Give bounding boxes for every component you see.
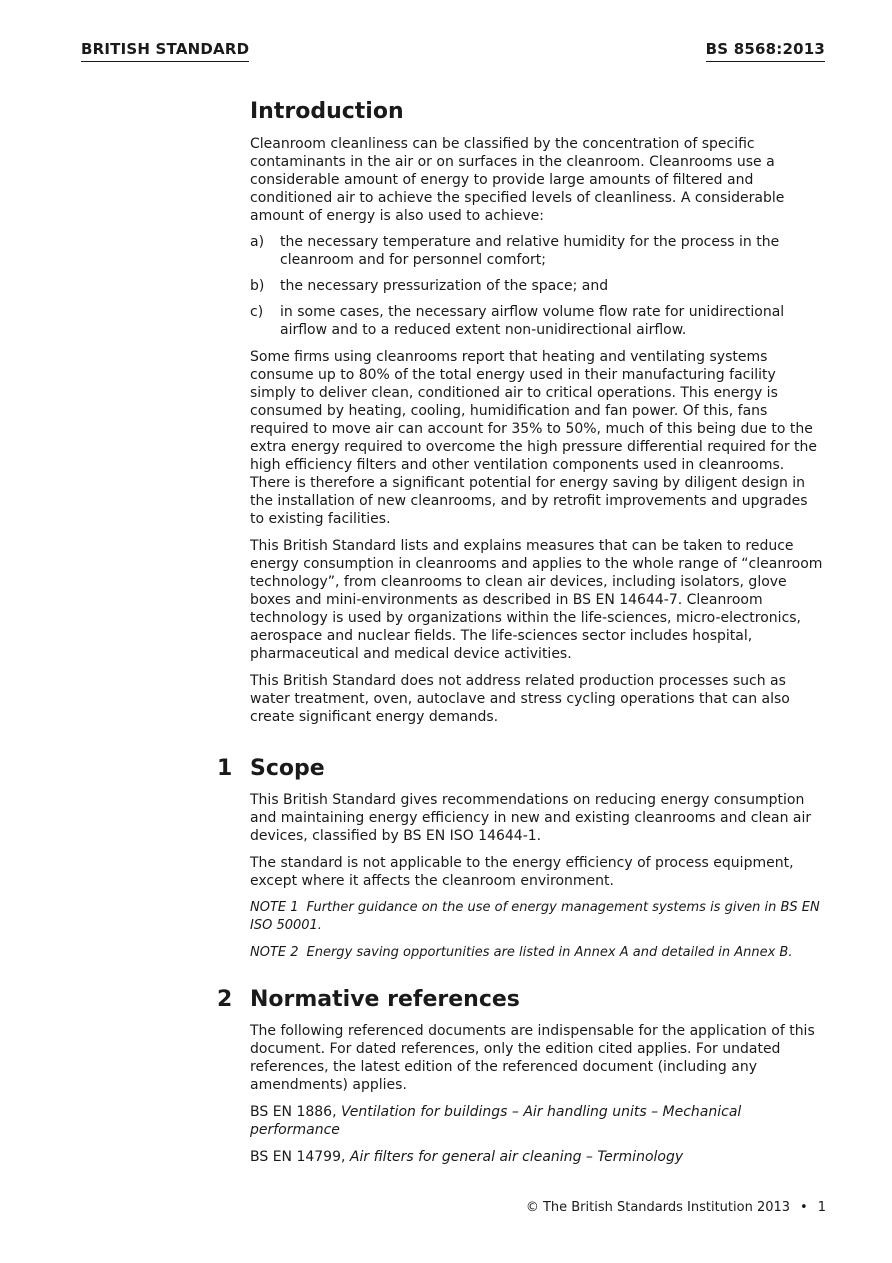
introduction-section [250,98,825,726]
normative-references-section [217,986,825,1166]
scope-paragraph-1: This British Standard gives recommendations on reducing energy consumption and maintaining energy efficiency in new and existing cleanrooms and clean air devices, classified by BS EN ISO 14644-1. [250,792,812,844]
reference-item [250,1148,825,1166]
reference-code: BS EN 14799, [250,1149,346,1165]
list-item [250,233,825,269]
copyright-text: © The British Standards Institution 2013 [525,1200,791,1215]
normative-paragraph: The following referenced documents are indispensable for the application of this document. For dated references, only the edition cited applies. For undated references, the latest edition of the referenced document (including any amendments) applies. [250,1023,815,1093]
intro-paragraph-4: This British Standard does not address related production processes such as water treatment, oven, autoclave and stress cycling operations that can also create significant energy demands. [250,673,790,725]
list-item-label: a) [250,234,265,250]
running-header-right: BS 8568:2013 [706,40,825,62]
scope-paragraph-2: The standard is not applicable to the energy efficiency of process equipment, except where it affects the cleanroom environment. [250,855,794,889]
reference-item [250,1103,825,1139]
intro-list [250,233,825,339]
section-number: 1 [217,756,233,781]
running-header-left: BRITISH STANDARD [81,40,249,62]
list-item-text: the necessary temperature and relative humidity for the process in the cleanroom and for personnel comfort; [280,234,780,268]
reference-title: Ventilation for buildings – Air handling units – Mechanical performance [250,1104,742,1138]
note-label: NOTE 2 [250,945,299,960]
normative-references-heading: Normative references [250,987,520,1012]
list-item [250,277,825,295]
intro-paragraph-2: Some firms using cleanrooms report that heating and ventilating systems consume up to 80% of the total energy used in their manufacturing facility simply to deliver clean, conditioned air to critical operations. This energy is consumed by heating, cooling, humidification and fan power. Of this, fans required to move air can account for 35% to 50%, much of this being due to the extra energy required to overcome the high pressure differential required for the high efficiency filters and other ventilation components used in cleanrooms. There is therefore a significant potential for energy saving by diligent design in the installation of new cleanrooms, and by retrofit improvements and upgrades to existing facilities. [250,349,818,527]
intro-paragraph-3: This British Standard lists and explains measures that can be taken to reduce energy consumption in cleanrooms and applies to the whole range of “cleanroom technology”, from cleanrooms to clean air devices, including isolators, glove boxes and mini-environments as described in BS EN 14644-7. Cleanroom technology is used by organizations within the life-sciences, micro-electronics, aerospace and nuclear fields. The life-sciences sector includes hospital, pharmaceutical and medical device activities. [250,538,823,662]
list-item-text: in some cases, the necessary airflow volume flow rate for unidirectional airflow and to a reduced extent non-unidirectional airflow. [280,304,785,338]
section-number: 2 [217,987,233,1012]
reference-title: Air filters for general air cleaning – Terminology [349,1149,684,1165]
list-item-label: c) [250,304,264,320]
note-label: NOTE 1 [250,900,299,915]
note-text: Energy saving opportunities are listed in Annex A and detailed in Annex B. [306,945,793,960]
note-1 [250,899,825,935]
scope-section [217,755,825,962]
page-number: 1 [817,1200,826,1215]
list-item-label: b) [250,278,265,294]
note-text: Further guidance on the use of energy management systems is given in BS EN ISO 50001. [250,900,820,933]
list-item-text: the necessary pressurization of the space; and [280,278,609,294]
scope-heading: Scope [250,756,325,781]
note-2 [250,944,825,962]
reference-code: BS EN 1886, [250,1104,337,1120]
intro-paragraph-1: Cleanroom cleanliness can be classified by the concentration of specific contaminants in the air or on surfaces in the cleanroom. Cleanrooms use a considerable amount of energy to provide large amounts of filtered and conditioned air to achieve the specified levels of cleanliness. A considerable amount of energy is also used to achieve: [250,136,785,224]
introduction-heading: Introduction [250,99,404,124]
list-item [250,303,825,339]
bullet-separator: • [800,1200,808,1215]
page-footer [526,1199,826,1217]
